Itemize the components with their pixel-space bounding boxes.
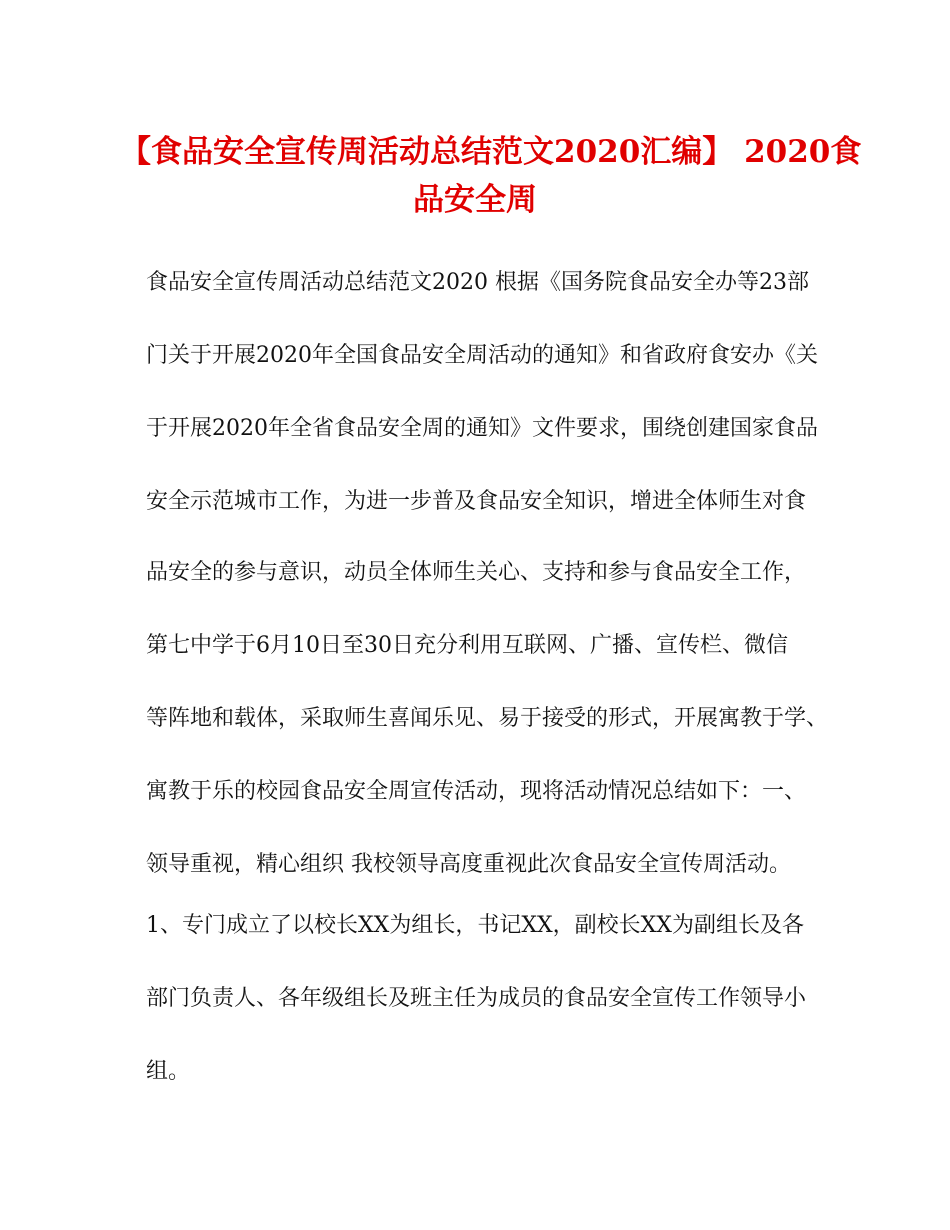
body-line-12: 组。 xyxy=(146,1059,191,1084)
document-title-line-2: 品安全周 xyxy=(413,182,537,218)
body-line-4: 安全示范城市工作，为进一步普及食品安全知识，增进全体师生对食 xyxy=(146,489,807,514)
body-line-9: 领导重视，精心组织 我校领导高度重视此次食品安全宣传周活动。 xyxy=(146,852,791,877)
body-line-2: 门关于开展2020年全国食品安全周活动的通知》和省政府食安办《关 xyxy=(146,343,818,368)
body-line-6: 第七中学于6月10日至30日充分利用互联网、广播、宣传栏、微信 xyxy=(146,633,788,658)
body-line-3: 于开展2020年全省食品安全周的通知》文件要求，围绕创建国家食品 xyxy=(146,416,818,441)
document-title-line-1: 【食品安全宣传周活动总结范文2020汇编】 2020食 xyxy=(120,134,862,170)
body-line-5: 品安全的参与意识，动员全体师生关心、支持和参与食品安全工作， xyxy=(146,560,807,585)
body-line-10: 1、专门成立了以校长XX为组长，书记XX，副校长XX为副组长及各 xyxy=(146,913,804,938)
body-line-1: 食品安全宣传周活动总结范文2020 根据《国务院食品安全办等23部 xyxy=(146,270,809,295)
body-line-7: 等阵地和载体，采取师生喜闻乐见、易于接受的形式，开展寓教于学、 xyxy=(146,706,829,731)
body-line-8: 寓教于乐的校园食品安全周宣传活动，现将活动情况总结如下：一、 xyxy=(146,779,807,804)
body-line-11: 部门负责人、各年级组长及班主任为成员的食品安全宣传工作领导小 xyxy=(146,986,807,1011)
